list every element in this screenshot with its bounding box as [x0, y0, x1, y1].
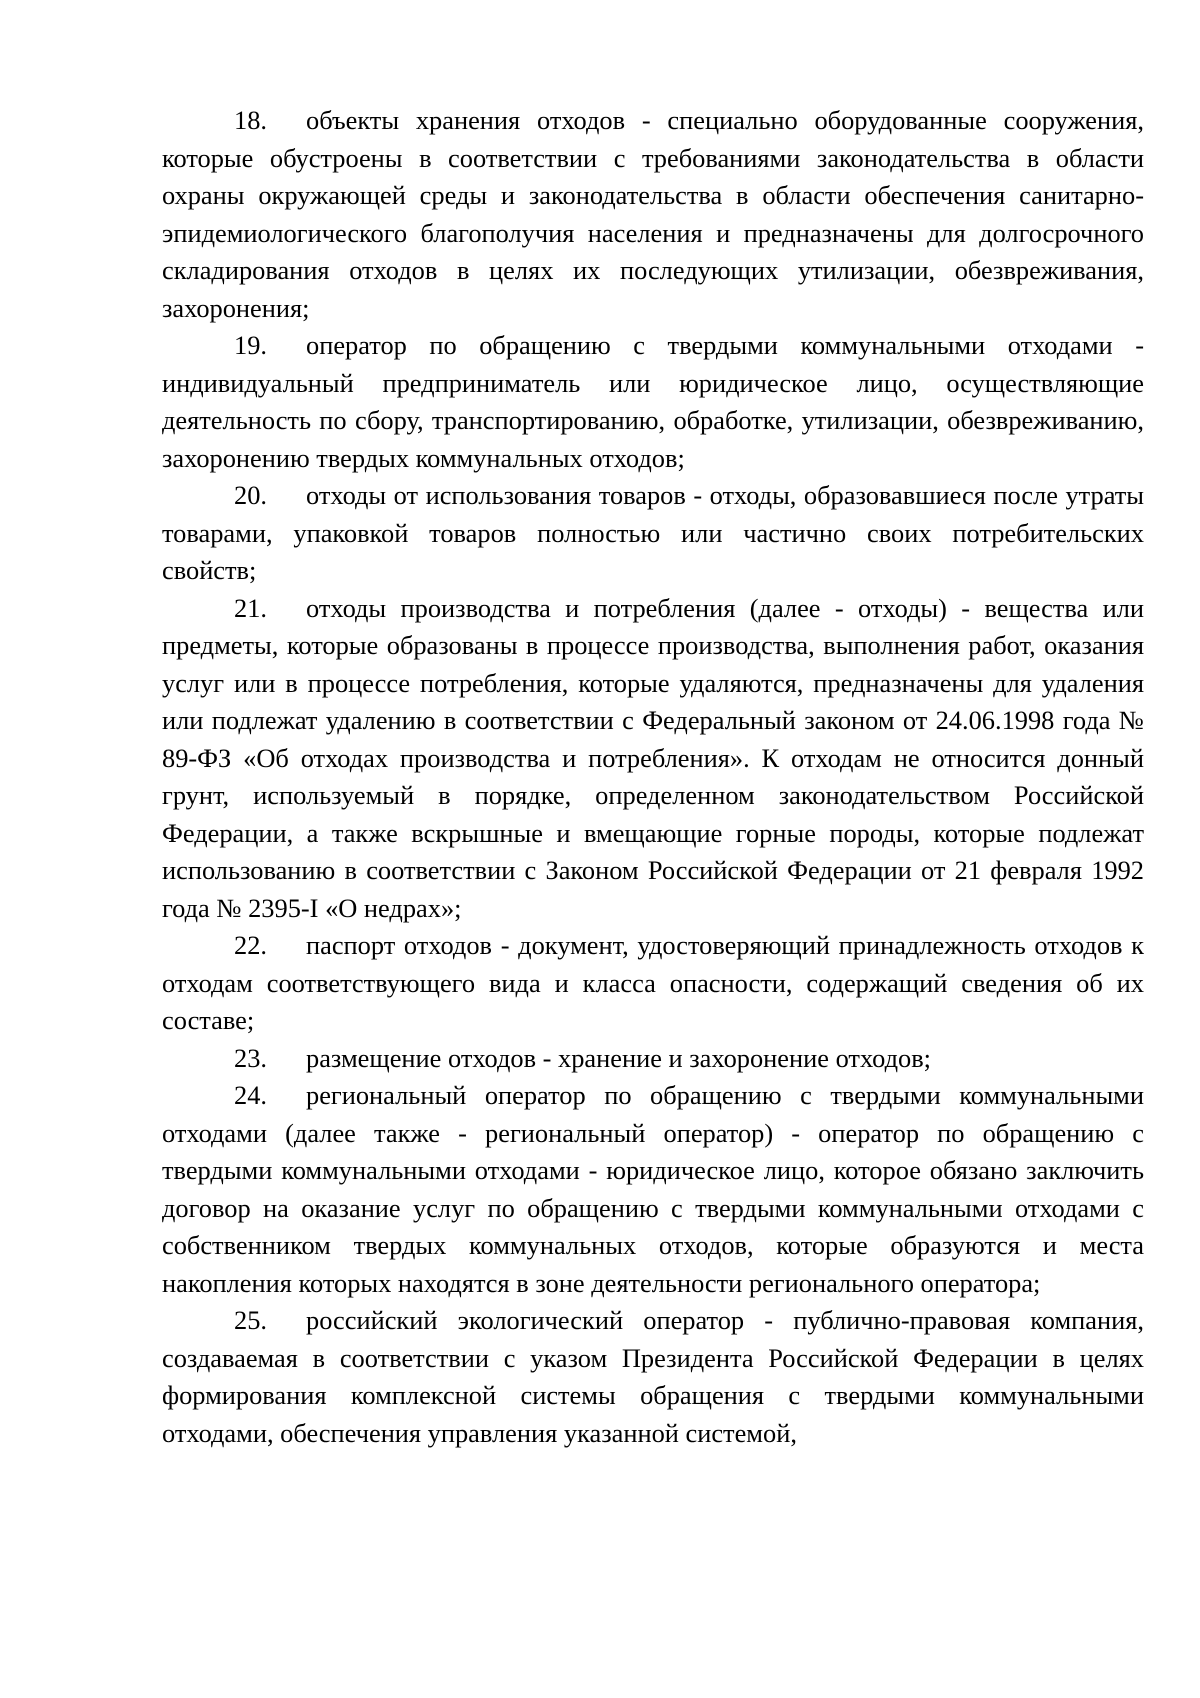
definition-item-24 [162, 1077, 1144, 1302]
item-number: 21. [234, 592, 267, 623]
item-text: объекты хранения отходов - специально оборудованные сооружения, которые обустроены в соответствии с требованиями законодательства в области охраны окружающей среды и законодательства в области обеспечения санитарно-эпидемиологического благополучия населения и предназначены для долгосрочного складирования отходов в целях их последующих утилизации, обезвреживания, захоронения; [162, 105, 1144, 323]
item-text: паспорт отходов - документ, удостоверяющий принадлежность отходов к отходам соответствующего вида и класса опасности, содержащий сведения об их составе; [162, 930, 1144, 1035]
item-number: 24. [234, 1080, 267, 1110]
definition-item-21 [162, 590, 1144, 928]
definition-item-25 [162, 1302, 1144, 1452]
item-text: отходы производства и потребления (далее - отходы) - вещества или предметы, которые образованы в процессе производства, выполнения работ, оказания услуг или в процессе потребления, которые удаляются, предназначены для удаления или подлежат удалению в соответствии с Федеральный законом от 24.06.1998 года № 89-ФЗ «Об отходах производства и потребления». К отходам не относится донный грунт, используемый в порядке, определенном законодательством Российской Федерации, а также вскрышные и вмещающие горные породы, которые подлежат использованию в соответствии с Законом Российской Федерации от 21 февраля 1992 года № 2395-I «О недрах»; [162, 592, 1144, 923]
document-page [162, 102, 1144, 1452]
definition-item-18 [162, 102, 1144, 327]
definition-item-22 [162, 927, 1144, 1040]
definition-item-20 [162, 477, 1144, 590]
item-number: 25. [234, 1305, 267, 1335]
item-text: региональный оператор по обращению с твердыми коммунальными отходами (далее также - региональный оператор) - оператор по обращению с твердыми коммунальными отходами - юридическое лицо, которое обязано заключить договор на оказание услуг по обращению с твердыми коммунальными отходами с собственником твердых коммунальных отходов, которые образуются и места накопления которых находятся в зоне деятельности регионального оператора; [162, 1080, 1144, 1298]
item-number: 23. [234, 1042, 267, 1073]
item-text: отходы от использования товаров - отходы, образовавшиеся после утраты товарами, упаковкой товаров полностью или частично своих потребительских свойств; [162, 480, 1144, 585]
item-number: 19. [234, 330, 267, 360]
item-text: российский экологический оператор - публично-правовая компания, создаваемая в соответствии с указом Президента Российской Федерации в целях формирования комплексной системы обращения с твердыми коммунальными отходами, обеспечения управления указанной системой, [162, 1305, 1144, 1448]
item-number: 22. [234, 930, 267, 960]
item-text: размещение отходов - хранение и захоронение отходов; [306, 1042, 931, 1073]
definition-item-19 [162, 327, 1144, 477]
definition-item-23 [162, 1040, 1144, 1078]
item-text: оператор по обращению с твердыми коммунальными отходами - индивидуальный предприниматель или юридическое лицо, осуществляющие деятельность по сбору, транспортированию, обработке, утилизации, обезвреживанию, захоронению твердых коммунальных отходов; [162, 330, 1144, 473]
item-number: 18. [234, 105, 267, 135]
item-number: 20. [234, 480, 267, 510]
